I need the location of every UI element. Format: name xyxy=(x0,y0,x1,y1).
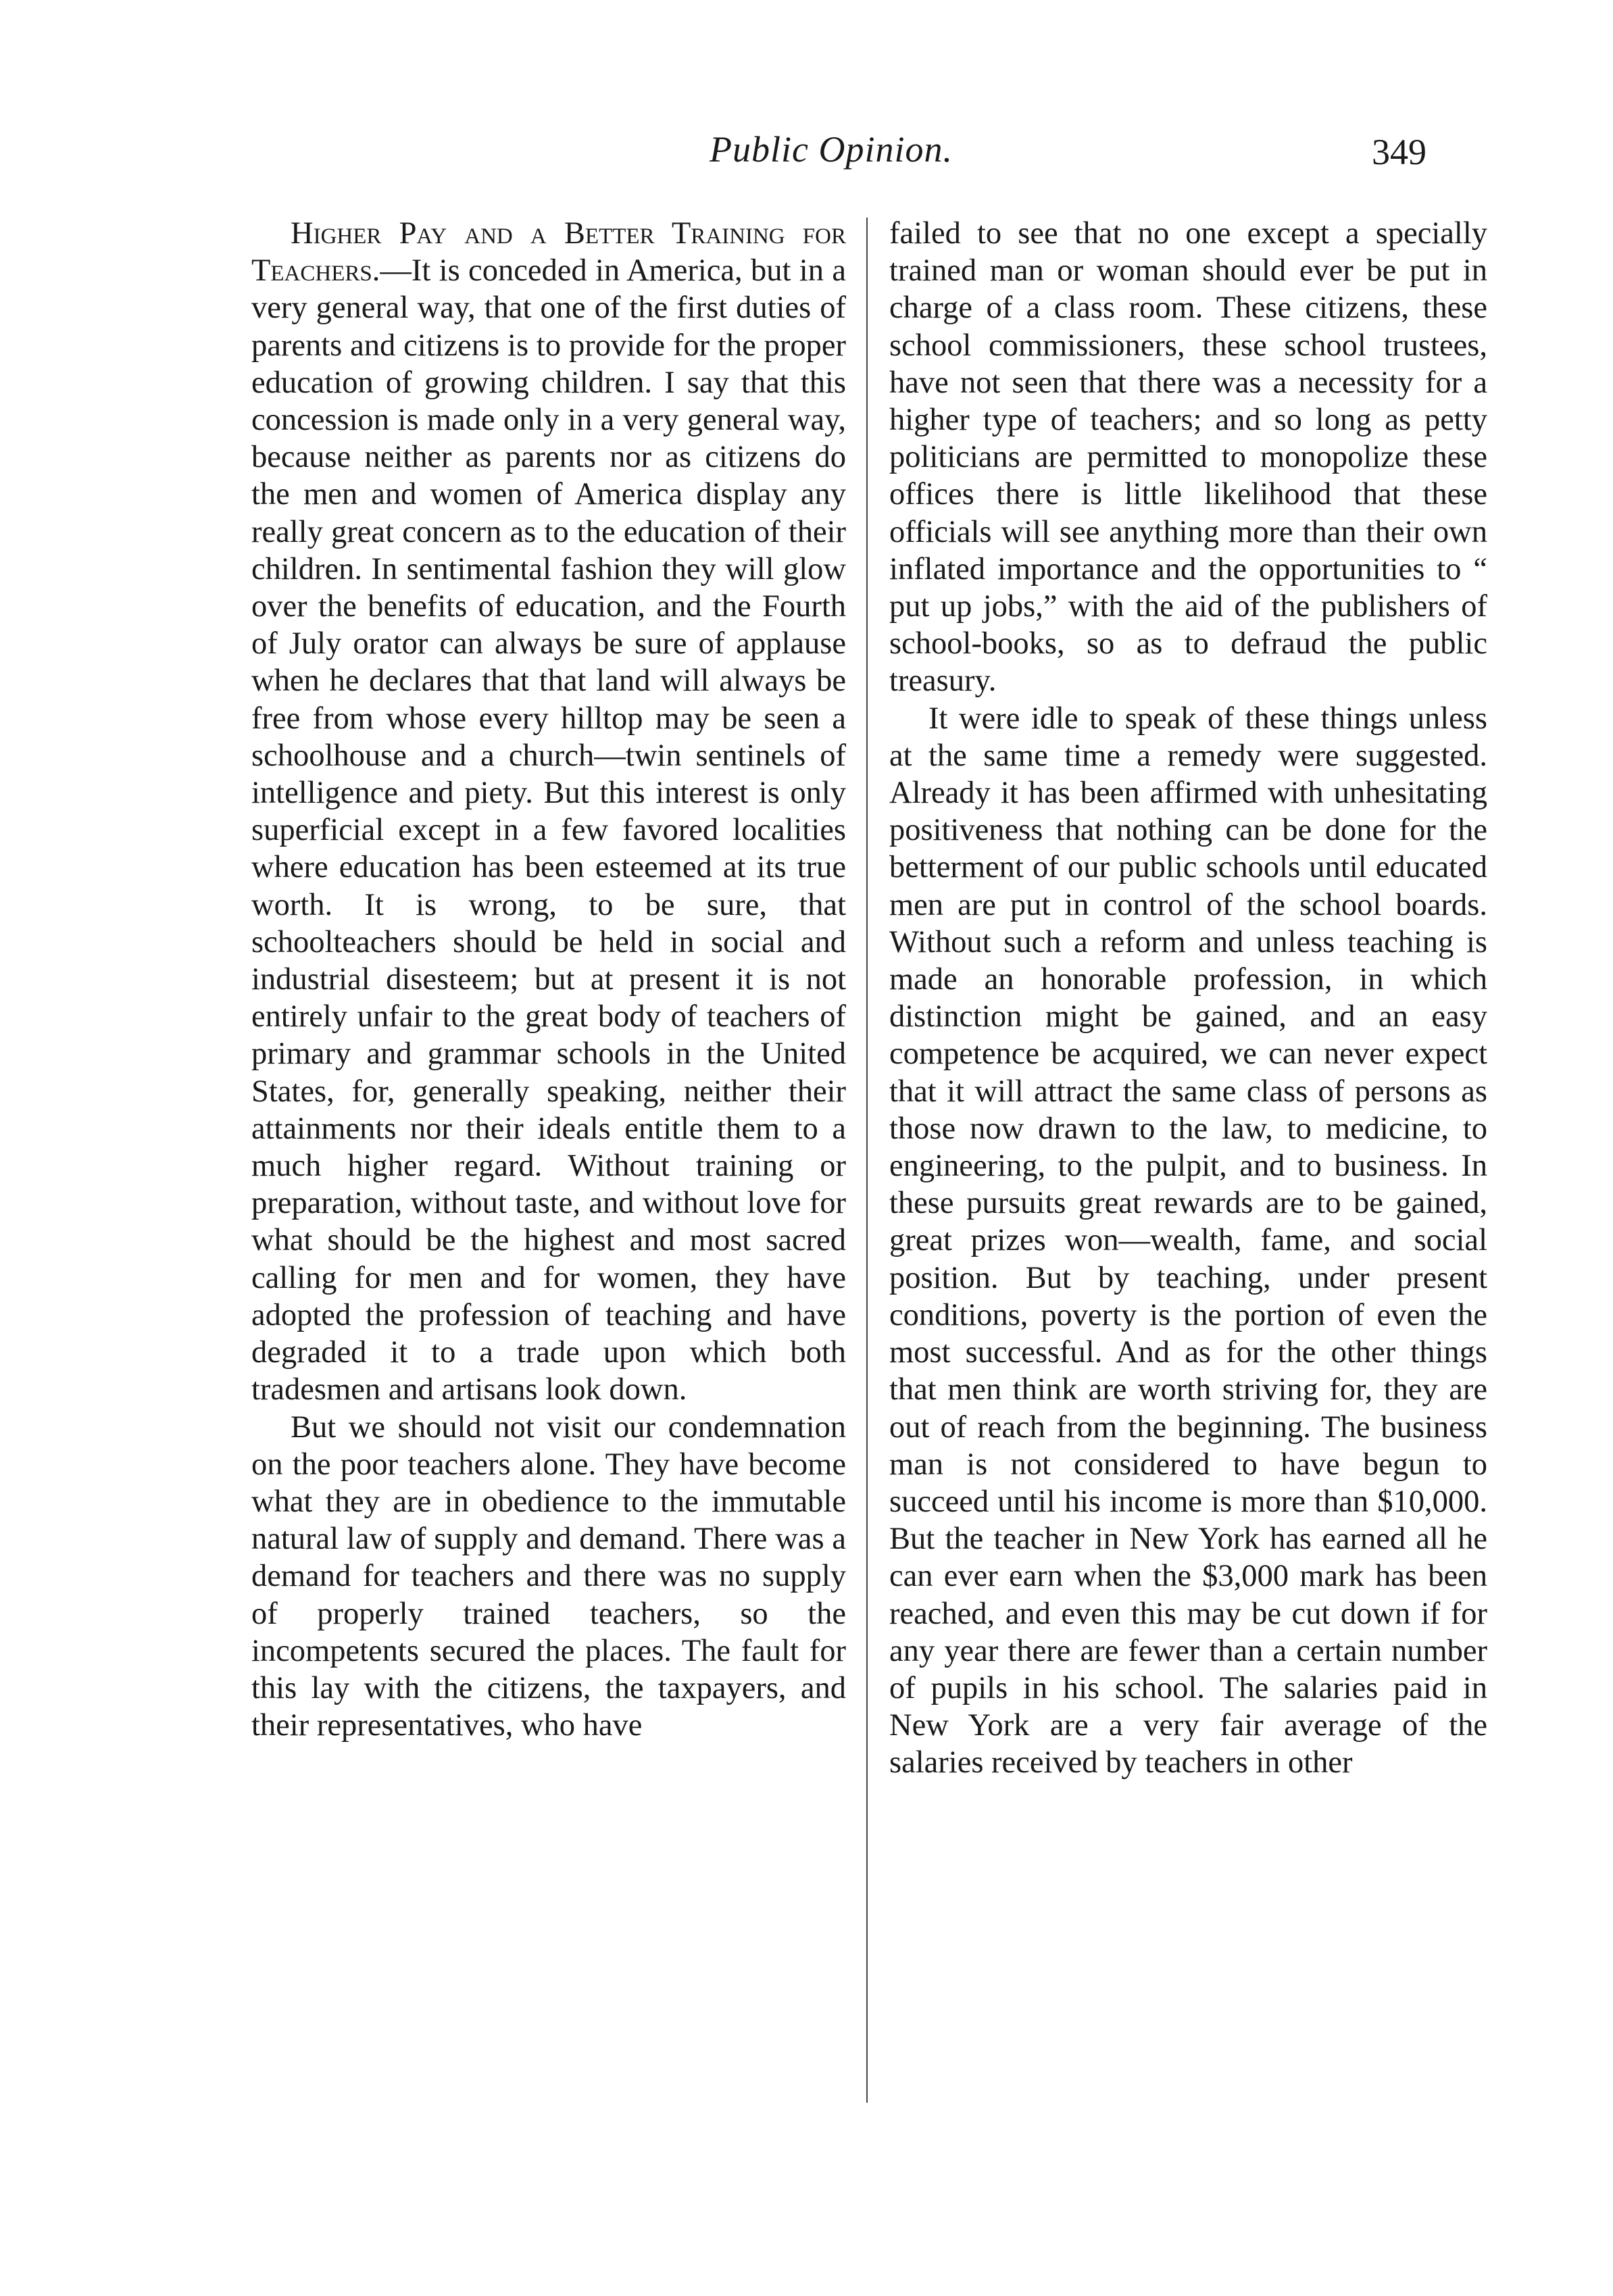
paragraph-text: —It is conceded in America, but in a very general way, that one of the first duties of parents and citizens is to provide for the proper education of growing children. I say that this concession is made only in a very general way, because neither as parents nor as citizens do the men and women of America display any really great concern as to the education of their children. In sentimental fashion they will glow over the benefits of education, and the Fourth of July orator can always be sure of applause when he declares that that land will always be free from whose every hilltop may be seen a schoolhouse and a church—twin sentinels of intelligence and piety. But this interest is only superficial except in a few favored localities where education has been esteemed at its true worth. It is wrong, to be sure, that schoolteachers should be held in social and industrial disesteem; but at present it is not entirely unfair to the great body of teachers of primary and grammar schools in the United States, for, generally speaking, neither their attainments nor their ideals entitle them to a much higher regard. Without training or preparation, without taste, and without love for what should be the highest and most sacred calling for men and for women, they have adopted the profession of teaching and have degraded it to a trade upon which both tradesmen and artisans look down. xyxy=(251,253,846,1407)
left-column xyxy=(251,215,846,1744)
running-head xyxy=(0,128,1613,189)
right-column xyxy=(889,215,1487,1782)
page-number: 349 xyxy=(1372,132,1426,172)
paragraph-continued: failed to see that no one except a specially trained man or woman should ever be put in charge of a class room. These citizens, these school commissioners, these school trustees, have not seen that there was a necessity for a higher type of teachers; and so long as petty politicians are permitted to monopolize these offices there is little likelihood that these officials will see anything more than their own inflated importance and the opportunities to “ put up jobs,” with the aid of the publishers of school-books, so as to defraud the public treasury. xyxy=(889,216,1487,699)
article-heading: Higher Pay and a Better Training for Teachers. xyxy=(251,216,846,289)
paragraph xyxy=(251,215,846,1409)
running-title: Public Opinion. xyxy=(710,129,953,170)
paragraph: But we should not visit our condemnation on the poor teachers alone. They have become what they are in obedience to the immutable natural law of supply and demand. There was a demand for teachers and there was no supply of properly trained teachers, so the incompetents secured the places. The fault for this lay with the citizens, the taxpayers, and their representatives, who have xyxy=(251,1409,846,1743)
paragraph: It were idle to speak of these things unless at the same time a remedy were suggested. Already it has been affirmed with unhesitating positiveness that nothing can be done for the betterment of our public schools until educated men are put in control of the school boards. Without such a reform and unless teaching is made an honorable profession, in which distinction might be gained, and an easy competence be acquired, we can never expect that it will attract the same class of persons as those now drawn to the law, to medicine, to engineering, to the pulpit, and to business. In these pursuits great rewards are to be gained, great prizes won—wealth, fame, and social position. But by teaching, under present conditions, poverty is the portion of even the most successful. And as for the other things that men think are worth striving for, they are out of reach from the beginning. The business man is not considered to have begun to succeed until his income is more than $10,000. But the teacher in New York has earned all he can ever earn when the $3,000 mark has been reached, and even this may be cut down if for any year there are fewer than a certain number of pupils in his school. The salaries paid in New York are a very fair average of the salaries received by teachers in other xyxy=(889,701,1487,1780)
column-divider xyxy=(866,218,868,2103)
